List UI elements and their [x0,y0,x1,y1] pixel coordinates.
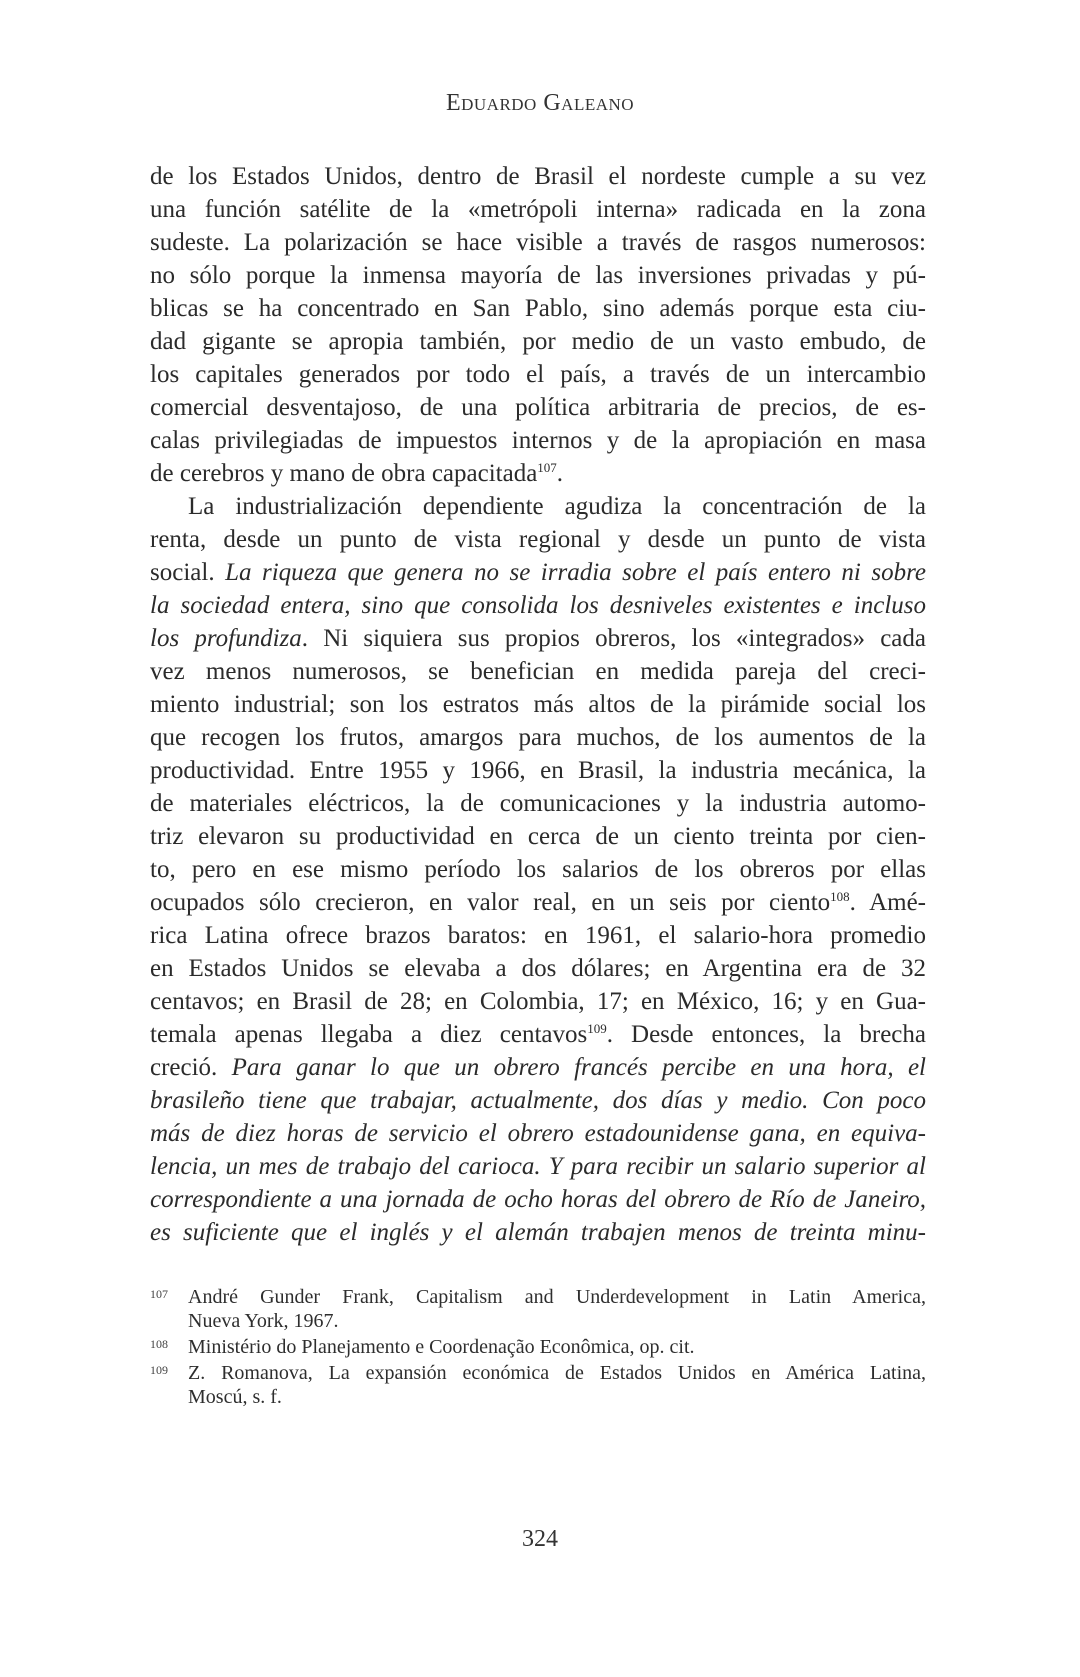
italic-text: lencia, un mes de trabajo del carioca. Y para recibir un salario superior al [150,1153,926,1180]
text: de cerebros y mano de obra capacitada [150,460,538,487]
italic-text: los profundiza [150,625,302,652]
italic-text: es suficiente que el inglés y el alemán trabajen menos de treinta minu- [150,1219,926,1246]
text-line [150,820,926,853]
footnote-line [188,1309,926,1333]
text: Ministério do Planejamento e Coordenação Econômica, [188,1336,640,1358]
italic-text: la sociedad entera, sino que consolida los desniveles existentes e incluso [150,592,926,619]
text: renta, desde un punto de vista regional y desde un punto de vista [150,526,926,553]
italic-text: Para ganar lo que un obrero francés percibe en una hora, el [231,1054,926,1081]
text: , [921,1362,927,1384]
text: calas privilegiadas de impuestos internos y de la apropiación en masa [150,427,926,454]
text: Z. Romanova, [188,1362,329,1384]
text: . Ni siquiera sus propios obreros, los «integrados» cada [301,625,926,652]
text-line [150,1216,926,1249]
footnote-reference: 107 [537,460,557,475]
text: de los Estados Unidos, dentro de Brasil el nordeste cumple a su vez [150,163,926,190]
text-line [150,391,926,424]
text: dad gigante se apropia también, por medio de un vasto embudo, de [150,328,926,355]
italic-text: op. cit. [639,1336,695,1358]
footnote-number: 108 [150,1337,168,1351]
footnote-line [188,1385,926,1409]
text: productividad. Entre 1955 y 1966, en Brasil, la industria mecánica, la [150,757,926,784]
text-line [150,886,926,919]
text-line [150,622,926,655]
text: , [921,1286,926,1308]
text-line [150,589,926,622]
text-line [150,523,926,556]
text: rica Latina ofrece brazos baratos: en 1961, el salario-hora promedio [150,922,926,949]
body-text [150,160,926,1249]
footnote-line [188,1361,926,1385]
text: una función satélite de la «metrópoli interna» radicada en la zona [150,196,926,223]
text: La industrialización dependiente agudiza la concentración de la [188,493,926,520]
footnote-reference: 109 [587,1021,607,1036]
text-line [150,754,926,787]
text-line [150,1018,926,1051]
text: social. [150,559,226,586]
text: en Estados Unidos se elevaba a dos dólares; en Argentina era de 32 [150,955,926,982]
text: . Desde entonces, la brecha [606,1021,926,1048]
text: miento industrial; son los estratos más altos de la pirámide social los [150,691,926,718]
running-head-author: Eduardo Galeano [445,90,635,116]
text: triz elevaron su productividad en cerca de un ciento treinta por cien- [150,823,926,850]
text-line [150,952,926,985]
text-line [150,1117,926,1150]
text: . Amé- [849,889,926,916]
text-line [150,424,926,457]
text: no sólo porque la inmensa mayoría de las inversiones privadas y pú- [150,262,926,289]
text-line [150,556,926,589]
italic-text: La expansión económica de Estados Unidos en América Latina [328,1362,922,1384]
text: los capitales generados por todo el país, a través de un intercambio [150,361,926,388]
text: comercial desventajoso, de una política arbitraria de precios, de es- [150,394,926,421]
footnote-109 [150,1361,926,1409]
footnote-line [188,1285,926,1309]
footnotes [150,1285,926,1411]
text: que recogen los frutos, amargos para muchos, de los aumentos de la [150,724,926,751]
text: centavos; en Brasil de 28; en Colombia, 17; en México, 16; y en Gua- [150,988,926,1015]
italic-text: brasileño tiene que trabajar, actualmente, dos días y medio. Con poco [150,1087,926,1114]
text: to, pero en ese mismo período los salarios de los obreros por ellas [150,856,926,883]
italic-text: más de diez horas de servicio el obrero estadounidense gana, en equiva- [150,1120,926,1147]
footnote-number: 109 [150,1363,168,1377]
text-line [150,358,926,391]
footnote-reference: 108 [830,889,850,904]
footnote-number: 107 [150,1287,168,1301]
text-line [150,787,926,820]
text-line [150,259,926,292]
italic-text: Capitalism and Underdevelopment in Latin America [416,1286,921,1308]
text-line [150,160,926,193]
text: Nueva York, 1967. [188,1310,339,1332]
text: ocupados sólo crecieron, en valor real, en un seis por ciento [150,889,831,916]
footnote-107 [150,1285,926,1333]
text-line [150,1084,926,1117]
text: de materiales eléctricos, la de comunicaciones y la industria automo- [150,790,926,817]
italic-text: La riqueza que genera no se irradia sobre el país entero ni sobre [225,559,926,586]
text: sudeste. La polarización se hace visible a través de rasgos numerosos: [150,229,926,256]
text-line [150,226,926,259]
text-line [150,721,926,754]
text-line [150,292,926,325]
text-line [150,919,926,952]
text-line [150,1051,926,1084]
text-line [150,985,926,1018]
italic-text: correspondiente a una jornada de ocho horas del obrero de Río de Janeiro, [150,1186,926,1213]
text: blicas se ha concentrado en San Pablo, sino además porque esta ciu- [150,295,926,322]
text-line [150,193,926,226]
footnote-line [188,1335,926,1359]
footnote-108 [150,1335,926,1359]
text-line [150,325,926,358]
text-line [150,457,926,490]
text-line [150,1150,926,1183]
text: Moscú, s. f. [188,1386,282,1408]
text: André Gunder Frank, [188,1286,417,1308]
text-line [150,490,926,523]
text-line [150,853,926,886]
text: vez menos numerosos, se benefician en medida pareja del creci- [150,658,926,685]
text-line [150,688,926,721]
page-number: 324 [522,1526,558,1552]
text: . [556,460,564,487]
text: temala apenas llegaba a diez centavos [150,1021,588,1048]
text-line [150,655,926,688]
text-line [150,1183,926,1216]
text: creció. [150,1054,232,1081]
